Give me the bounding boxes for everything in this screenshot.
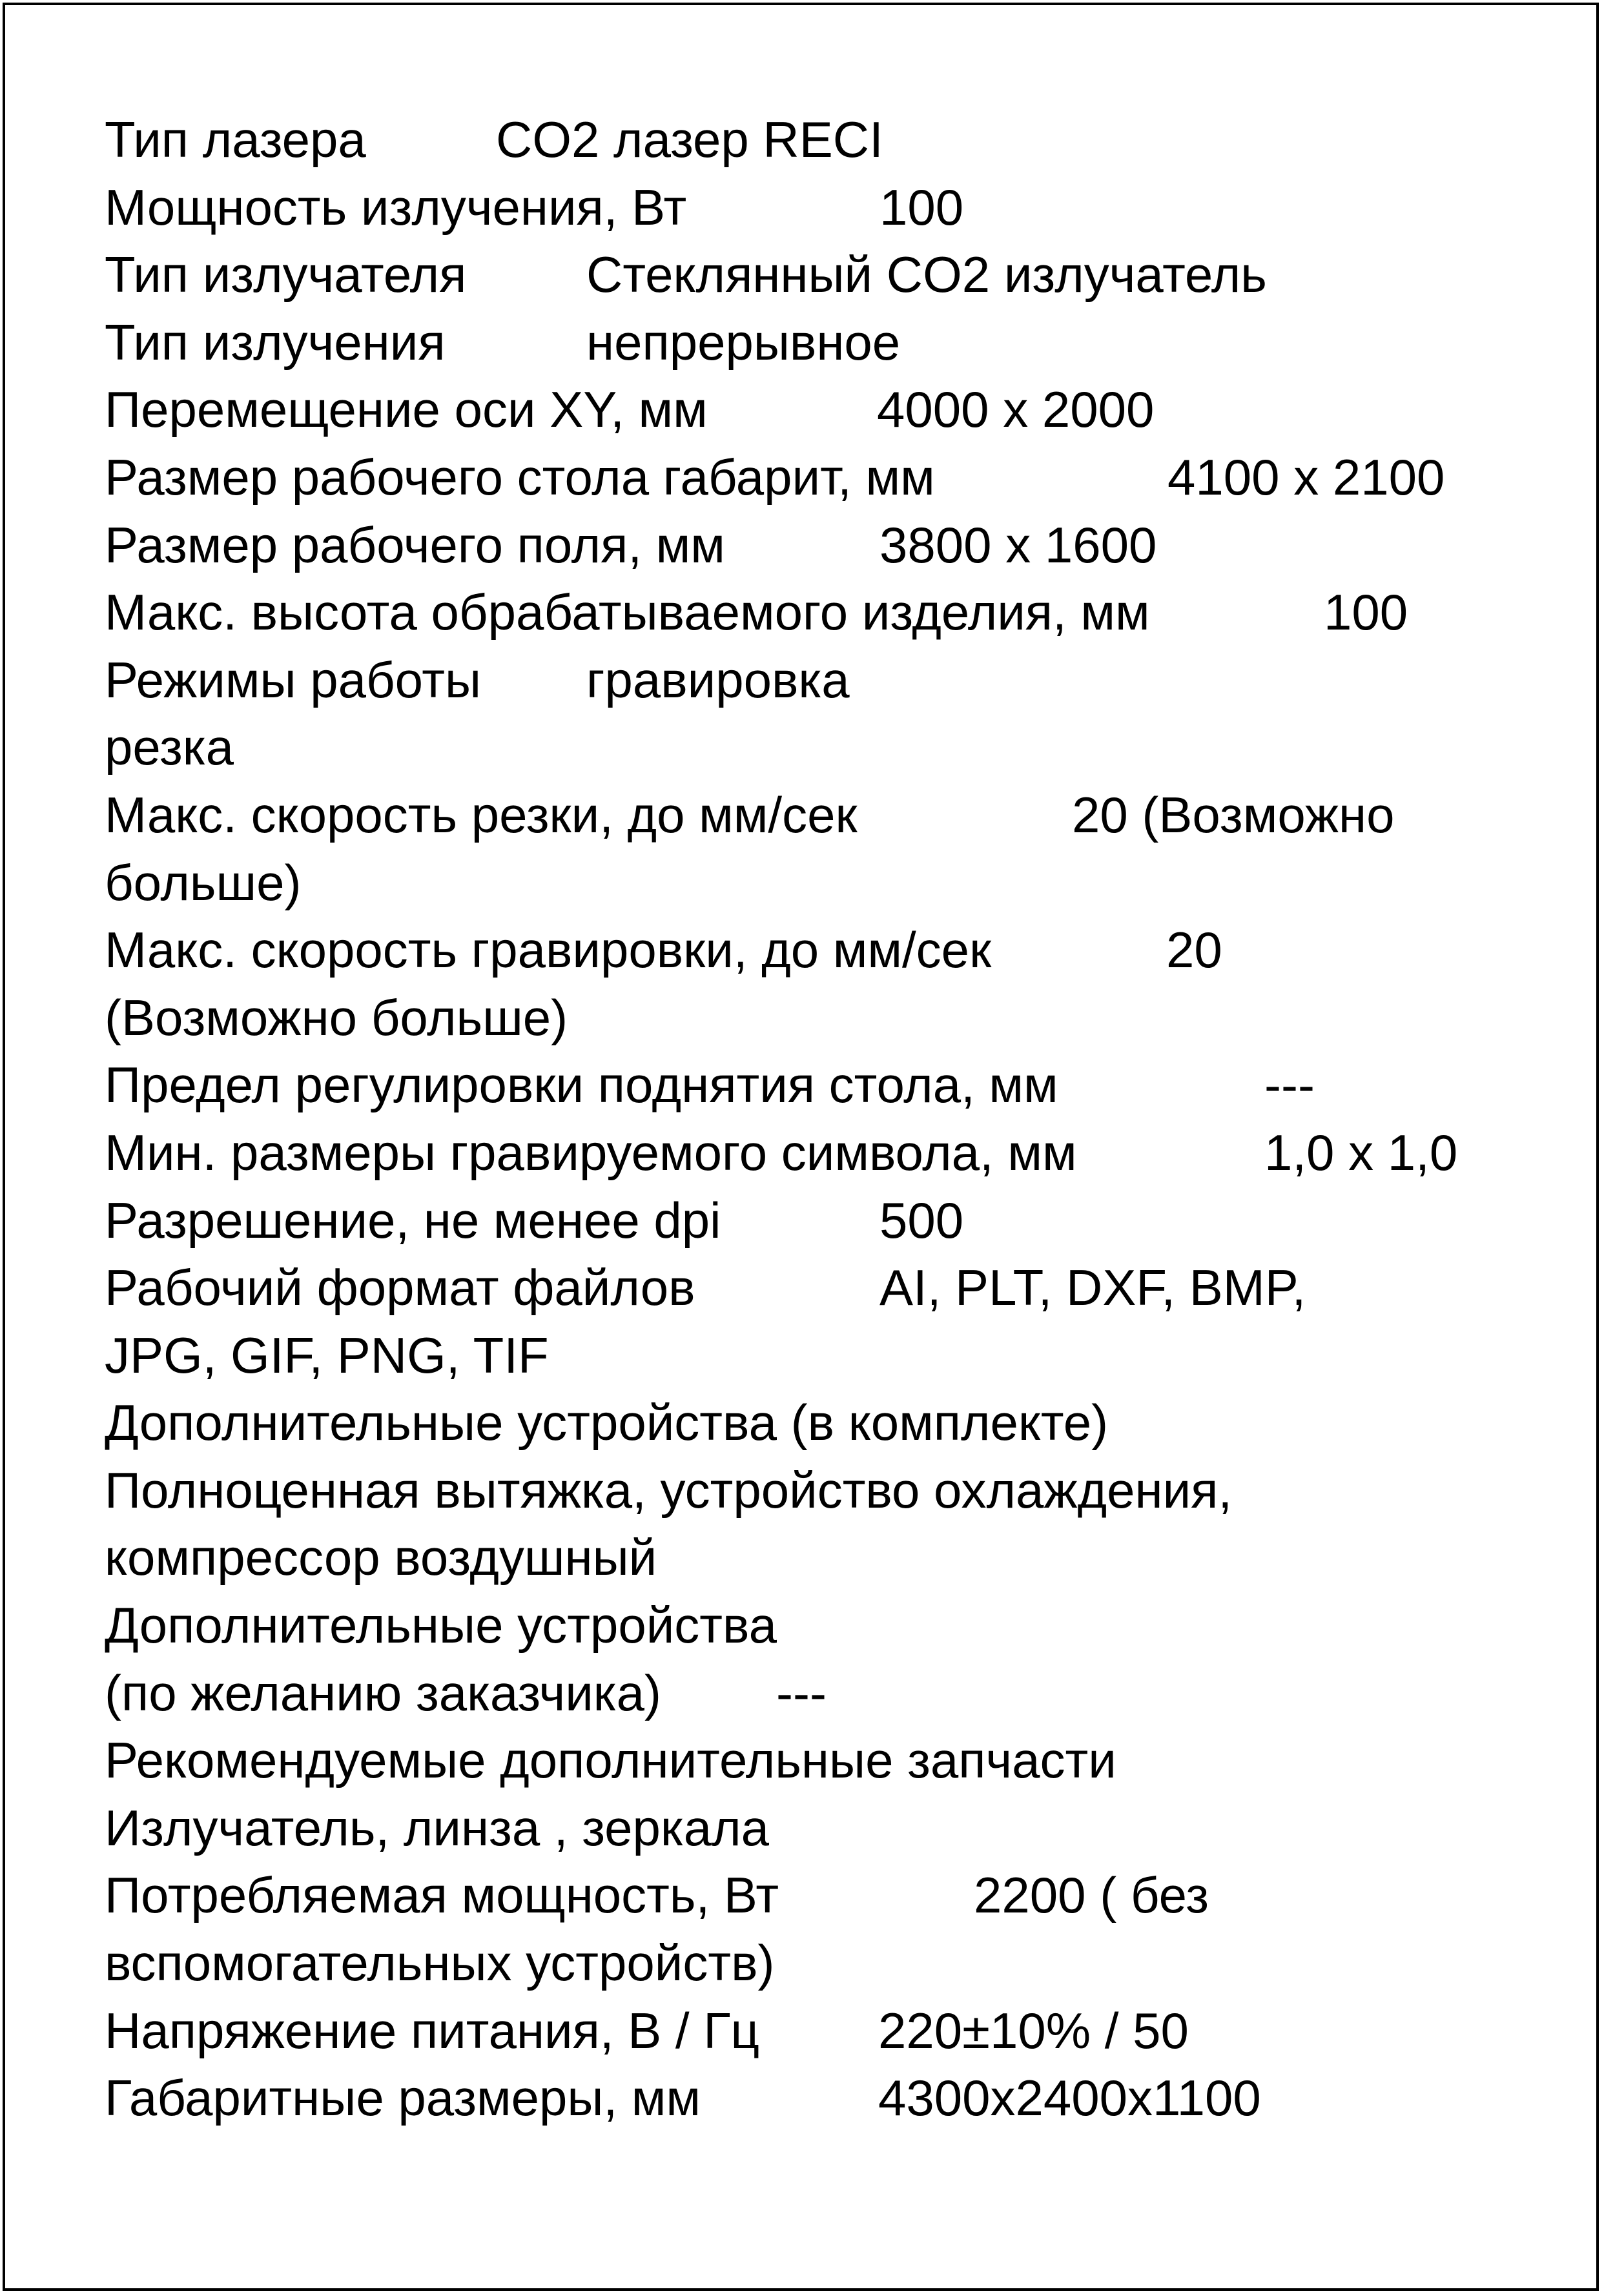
spec-value: 20 (1166, 921, 1222, 979)
spec-line (105, 1659, 1558, 1727)
spec-value: 3800 х 1600 (879, 516, 1157, 573)
spec-line (105, 713, 1558, 781)
spec-label: Рекомендуемые дополнительные запчасти (105, 1732, 1116, 1789)
spec-line (105, 916, 1558, 984)
spec-label: JPG, GIF, PNG, TIF (105, 1326, 549, 1384)
spec-label: Перемещение оси XY, мм (105, 381, 708, 438)
spec-line (105, 849, 1558, 917)
spec-line (105, 1794, 1558, 1862)
spec-line (105, 1861, 1558, 1929)
spec-label: Дополнительные устройства (105, 1597, 777, 1654)
spec-label: Тип излучателя (105, 246, 467, 303)
spec-label: Излучатель, линза , зеркала (105, 1799, 769, 1856)
spec-line (105, 376, 1558, 444)
spec-label: (по желанию заказчика) (105, 1664, 661, 1721)
spec-line (105, 1997, 1558, 2065)
spec-label: Режимы работы (105, 651, 482, 708)
spec-label: Размер рабочего стола габарит, мм (105, 448, 935, 506)
spec-label: Макс. высота обрабатываемого изделия, мм (105, 584, 1150, 641)
spec-line (105, 241, 1558, 309)
spec-label: Размер рабочего поля, мм (105, 516, 725, 573)
spec-line (105, 1524, 1558, 1592)
spec-value: 220±10% / 50 (878, 2002, 1189, 2059)
spec-line (105, 444, 1558, 511)
spec-label: Разрешение, не менее dpi (105, 1191, 721, 1249)
spec-line (105, 1389, 1558, 1457)
spec-label: Макс. скорость гравировки, до мм/сек (105, 921, 992, 979)
spec-label: компрессор воздушный (105, 1529, 657, 1586)
spec-label: Предел регулировки поднятия стола, мм (105, 1056, 1058, 1114)
spec-label: Тип излучения (105, 313, 446, 371)
spec-line (105, 2064, 1558, 2132)
spec-label: Габаритные размеры, мм (105, 2069, 701, 2127)
spec-label: резка (105, 719, 234, 776)
spec-line (105, 646, 1558, 714)
spec-line (105, 1322, 1558, 1389)
spec-label: Мощность излучения, Вт (105, 178, 687, 236)
spec-value: 4000 х 2000 (877, 381, 1155, 438)
spec-line (105, 309, 1558, 376)
spec-line (105, 1457, 1558, 1524)
spec-line (105, 1592, 1558, 1659)
spec-line (105, 106, 1558, 174)
spec-line (105, 1727, 1558, 1794)
spec-line (105, 1187, 1558, 1255)
spec-line (105, 984, 1558, 1052)
spec-line (105, 579, 1558, 646)
spec-value: AI, PLT, DXF, BMP, (879, 1259, 1306, 1317)
spec-value: 4100 х 2100 (1167, 448, 1445, 506)
spec-value: 4300x2400x1100 (878, 2069, 1261, 2127)
spec-value: 1,0 х 1,0 (1264, 1123, 1458, 1181)
spec-label: Рабочий формат файлов (105, 1259, 695, 1317)
specification-list (105, 106, 1558, 2132)
spec-value: гравировка (586, 651, 850, 708)
spec-value: --- (1264, 1056, 1315, 1114)
spec-label: Полноценная вытяжка, устройство охлаждения, (105, 1461, 1233, 1519)
spec-label: Дополнительные устройства (в комплекте) (105, 1394, 1109, 1451)
spec-label: вспомогательных устройств) (105, 1934, 775, 1992)
spec-label: Тип лазера (105, 111, 366, 168)
spec-value: 100 (1324, 584, 1408, 641)
spec-label: Макс. скорость резки, до мм/сек (105, 786, 858, 843)
spec-value: 20 (Возможно (1072, 786, 1395, 843)
spec-label: Потребляемая мощность, Вт (105, 1867, 779, 1924)
spec-value: 100 (879, 178, 964, 236)
spec-value: непрерывное (586, 313, 901, 371)
spec-label: (Возможно больше) (105, 989, 568, 1046)
spec-value: --- (776, 1664, 827, 1721)
spec-line (105, 1929, 1558, 1997)
spec-value: CO2 лазер RECI (496, 111, 883, 168)
spec-line (105, 1254, 1558, 1322)
spec-label: больше) (105, 854, 302, 911)
spec-value: Стеклянный CO2 излучатель (586, 246, 1267, 303)
spec-value: 500 (879, 1191, 964, 1249)
spec-line (105, 1119, 1558, 1187)
spec-value: 2200 ( без (974, 1867, 1209, 1924)
spec-line (105, 781, 1558, 849)
spec-label: Напряжение питания, В / Гц (105, 2002, 760, 2059)
spec-line (105, 511, 1558, 579)
spec-line (105, 1051, 1558, 1119)
spec-line (105, 174, 1558, 241)
spec-label: Мин. размеры гравируемого символа, мм (105, 1123, 1077, 1181)
